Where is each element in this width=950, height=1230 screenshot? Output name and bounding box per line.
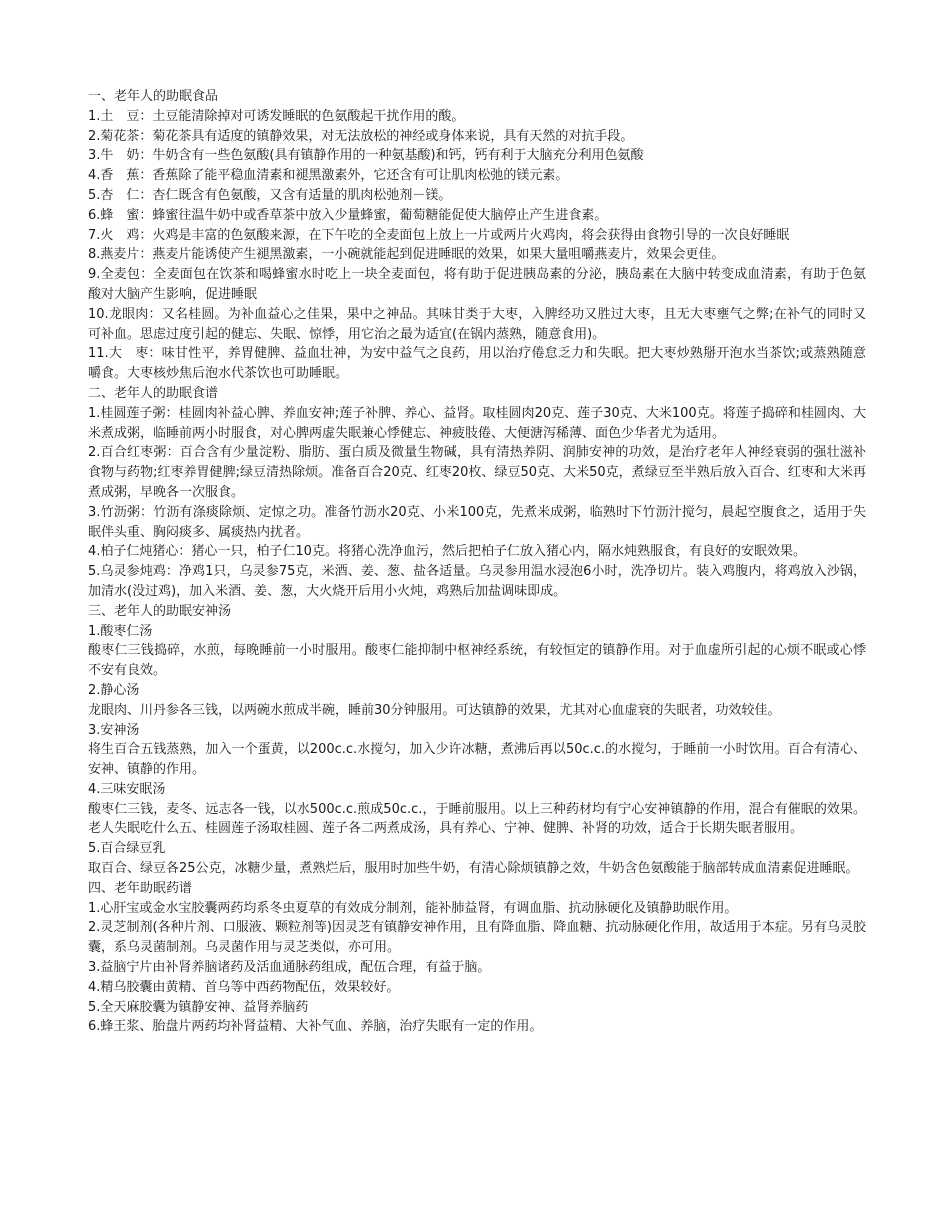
list-item: 2.灵芝制剂(各种片剂、口服液、颗粒剂等)因灵芝有镇静安神作用，且有降血脂、降血糖、抗动脉硬化作用，故适用于本症。另有乌灵胶囊，系乌灵菌制剂。乌灵菌作用与灵芝类似，亦可用。 (88, 920, 866, 956)
list-item: 3.益脑宁片由补肾养脑诸药及活血通脉药组成，配伍合理，有益于脑。 (88, 960, 491, 976)
subheading: 1.酸枣仁汤 (88, 623, 153, 639)
list-item: 5.全天麻胶囊为镇静安神、益肾养脑药 (88, 999, 309, 1015)
list-item: 1.桂圆莲子粥：桂圆肉补益心脾、养血安神;莲子补脾、养心、益肾。取桂圆肉20克、莲子30克、大米100克。将莲子捣碎和桂圆肉、大米煮成粥，临睡前两小时服食，对心脾两虚失眠兼心悸健忘、神疲肢倦、大便溏泻稀薄、面色少华者尤为适用。 (88, 405, 866, 441)
list-item: 4.精乌胶囊由黄精、首乌等中西药物配伍，效果较好。 (88, 979, 400, 995)
list-item: 10.龙眼肉：又名桂圆。为补血益心之佳果，果中之神品。其味甘类于大枣，入脾经功又胜过大枣，且无大枣壅气之弊;在补气的同时又可补血。思虑过度引起的健忘、失眠、惊悸，用它治之最为适宜(在锅内蒸熟，随意食用)。 (88, 306, 866, 342)
subheading: 2.静心汤 (88, 682, 140, 698)
paragraph: 龙眼肉、川丹参各三钱，以两碗水煎成半碗，睡前30分钟服用。可达镇静的效果，尤其对心血虚衰的失眠者，功效较佳。 (88, 702, 781, 718)
subheading: 5.百合绿豆乳 (88, 841, 166, 857)
list-item: 11.大 枣：味甘性平，养胃健脾、益血壮神，为安中益气之良药，用以治疗倦怠乏力和失眠。把大枣炒熟掰开泡水当茶饮;或蒸熟随意嚼食。大枣核炒焦后泡水代茶饮也可助睡眠。 (88, 346, 866, 382)
section-heading-recipes: 二、老年人的助眠食谱 (88, 385, 219, 401)
paragraph: 将生百合五钱蒸熟，加入一个蛋黄，以200c.c.水搅匀，加入少许冰糖，煮沸后再以50c.c.的水搅匀，于睡前一小时饮用。百合有清心、安神、镇静的作用。 (88, 742, 866, 778)
section-heading-soups: 三、老年人的助眠安神汤 (88, 603, 232, 619)
list-item: 3.牛 奶：牛奶含有一些色氨酸(具有镇静作用的一种氨基酸)和钙，钙有利于大脑充分利用色氨酸 (88, 148, 644, 164)
list-item: 5.杏 仁：杏仁既含有色氨酸，又含有适量的肌肉松弛剂－镁。 (88, 187, 452, 203)
paragraph: 酸枣仁三钱捣碎，水煎，每晚睡前一小时服用。酸枣仁能抑制中枢神经系统，有较恒定的镇静作用。对于血虚所引起的心烦不眠或心悸不安有良效。 (88, 643, 866, 679)
subheading: 4.三味安眠汤 (88, 781, 166, 797)
paragraph: 酸枣仁三钱，麦冬、远志各一钱，以水500c.c.煎成50c.c.，于睡前服用。以上三种药材均有宁心安神镇静的作用，混合有催眠的效果。老人失眠吃什么五、桂圆莲子汤取桂圆、莲子各二两煮成汤，具有养心、宁神、健脾、补肾的功效，适合于长期失眠者服用。 (88, 801, 866, 837)
section-heading-foods: 一、老年人的助眠食品 (88, 89, 219, 104)
paragraph: 取百合、绿豆各25公克，冰糖少量，煮熟烂后，服用时加些牛奶，有清心除烦镇静之效，牛奶含色氨酸能于脑部转成血清素促进睡眠。 (88, 861, 859, 877)
list-item: 2.菊花茶：菊花茶具有适度的镇静效果，对无法放松的神经或身体来说，具有天然的对抗手段。 (88, 128, 634, 144)
document-body (88, 87, 866, 1037)
section-heading-medicines: 四、老年助眠药谱 (88, 880, 193, 896)
list-item: 9.全麦包：全麦面包在饮茶和喝蜂蜜水时吃上一块全麦面包，将有助于促进胰岛素的分泌，胰岛素在大脑中转变成血清素，有助于色氨酸对大脑产生影响，促进睡眠 (88, 267, 866, 302)
list-item: 1.心肝宝或金水宝胶囊两药均系冬虫夏草的有效成分制剂，能补肺益肾，有调血脂、抗动脉硬化及镇静助眠作用。 (88, 900, 738, 916)
subheading: 3.安神汤 (88, 722, 140, 738)
list-item: 7.火 鸡：火鸡是丰富的色氨酸来源，在下午吃的全麦面包上放上一片或两片火鸡肉，将会获得由食物引导的一次良好睡眠 (88, 227, 790, 243)
list-item: 6.蜂王浆、胎盘片两药均补肾益精、大补气血、养脑，治疗失眠有一定的作用。 (88, 1019, 543, 1035)
list-item: 8.燕麦片：燕麦片能诱使产生褪黑激素，一小碗就能起到促进睡眠的效果，如果大量咀嚼燕麦片，效果会更佳。 (88, 247, 725, 263)
list-item: 5.乌灵参炖鸡：净鸡1只，乌灵参75克，米酒、姜、葱、盐各适量。乌灵参用温水浸泡6小时，洗净切片。装入鸡腹内，将鸡放入沙锅，加清水(没过鸡)，加入米酒、姜、葱，大火烧开后用小火炖，鸡熟后加盐调味即成。 (88, 564, 866, 599)
list-item: 6.蜂 蜜：蜂蜜往温牛奶中或香草茶中放入少量蜂蜜，葡萄糖能促使大脑停止产生进食素。 (88, 207, 608, 223)
list-item: 4.柏子仁炖猪心：猪心一只，柏子仁10克。将猪心洗净血污，然后把柏子仁放入猪心内，隔水炖熟服食，有良好的安眠效果。 (88, 544, 806, 560)
list-item: 4.香 蕉：香蕉除了能平稳血清素和褪黑激素外，它还含有可让肌肉松弛的镁元素。 (88, 168, 569, 184)
list-item: 2.百合红枣粥：百合含有少量淀粉、脂肪、蛋白质及微量生物碱，具有清热养阴、润肺安神的功效，是治疗老年人神经衰弱的强壮滋补食物与药物;红枣养胃健脾;绿豆清热除烦。准备百合20克、红枣20枚、绿豆50克、大米50克，煮绿豆至半熟后放入百合、红枣和大米再煮成粥，早晚各一次服食。 (88, 445, 866, 500)
list-item: 1.土 豆：土豆能清除掉对可诱发睡眠的色氨酸起干扰作用的酸。 (88, 108, 465, 124)
list-item: 3.竹沥粥：竹沥有涤痰除烦、定惊之功。准备竹沥水20克、小米100克，先煮米成粥，临熟时下竹沥汁搅匀，晨起空腹食之，适用于失眠伴头重、胸闷痰多、属痰热内扰者。 (88, 504, 866, 540)
